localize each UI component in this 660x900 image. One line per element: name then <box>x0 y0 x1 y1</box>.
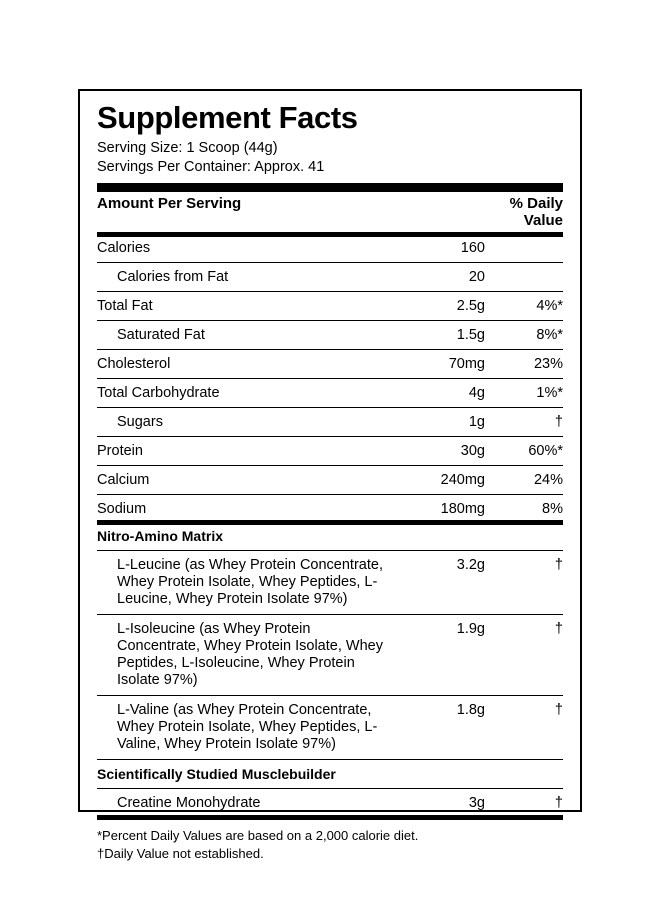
matrix-ingredient-amount: 1.9g <box>456 621 485 637</box>
page-title: Supplement Facts <box>97 100 358 135</box>
table-row <box>97 469 563 491</box>
table-row <box>97 237 563 259</box>
row-divider <box>97 288 563 295</box>
row-divider <box>97 346 563 353</box>
row-divider <box>97 375 563 382</box>
row-divider <box>97 259 563 266</box>
nutrient-amount: 160 <box>460 240 485 256</box>
daily-value-header <box>479 192 563 232</box>
nutrient-dv: 4%* <box>536 298 563 314</box>
servings-per-container-text: Servings Per Container: Approx. 41 <box>97 159 325 175</box>
nutrient-amount: 1.5g <box>456 327 485 343</box>
table-row <box>97 792 563 815</box>
nutrient-name: Total Carbohydrate <box>97 385 220 401</box>
nutrient-name: Calcium <box>97 472 150 488</box>
nutrient-amount: 240mg <box>440 472 485 488</box>
table-row <box>97 440 563 462</box>
nutrient-dv: 23% <box>533 356 563 372</box>
matrix-ingredient-dv: † <box>554 621 563 637</box>
table-row <box>97 554 563 611</box>
matrix-table <box>97 525 563 815</box>
matrix-ingredient-amount: 1.8g <box>456 702 485 718</box>
matrix-ingredient-dv: † <box>554 795 563 811</box>
nutrient-amount: 4g <box>468 385 485 401</box>
table-row <box>97 295 563 317</box>
row-divider <box>97 491 563 498</box>
nitro-amino-matrix-heading: Nitro-Amino Matrix <box>97 528 223 544</box>
musclebuilder-heading: Scientifically Studied Musclebuilder <box>97 766 336 782</box>
nutrient-amount: 70mg <box>448 356 485 372</box>
row-divider <box>97 317 563 324</box>
nutrient-amount: 20 <box>468 269 485 285</box>
nutrient-name: Sodium <box>97 501 147 517</box>
footnote-not-established: †Daily Value not established. <box>97 846 264 861</box>
musclebuilder-heading-row <box>97 763 563 785</box>
supplement-facts-panel <box>78 89 582 861</box>
table-row <box>97 382 563 404</box>
nutrient-dv: 8%* <box>536 327 563 343</box>
table-row <box>97 498 563 520</box>
nutrient-amount: 180mg <box>440 501 485 517</box>
matrix-ingredient-amount: 3.2g <box>456 557 485 573</box>
nutrient-name: Saturated Fat <box>117 327 205 343</box>
row-divider <box>97 785 563 792</box>
nutrient-dv: 60%* <box>528 443 563 459</box>
row-divider <box>97 462 563 469</box>
nutrient-name: Cholesterol <box>97 356 171 372</box>
nutrient-name: Sugars <box>117 414 163 430</box>
table-row <box>97 618 563 692</box>
serving-size-text: Serving Size: 1 Scoop (44g) <box>97 140 278 156</box>
nutrient-amount: 1g <box>468 414 485 430</box>
table-row <box>97 266 563 288</box>
nutrient-rows-table <box>97 237 563 520</box>
matrix-ingredient-name: L-Isoleucine (as Whey Protein Concentrate, Whey Protein Isolate, Whey Peptides, L-Isoleucine, Whey Protein Isolate 97%) <box>117 621 383 688</box>
nutrient-dv: 1%* <box>536 385 563 401</box>
nutrient-dv: † <box>554 414 563 430</box>
nutrition-table <box>97 192 563 232</box>
daily-value-header-line1: % Daily <box>509 195 563 212</box>
matrix-ingredient-amount: 3g <box>468 795 485 811</box>
footnotes <box>97 820 563 863</box>
nutrient-amount: 2.5g <box>456 298 485 314</box>
matrix-ingredient-dv: † <box>554 702 563 718</box>
amount-per-serving-header: Amount Per Serving <box>97 195 242 212</box>
row-divider <box>97 692 563 699</box>
table-row <box>97 324 563 346</box>
row-divider <box>97 433 563 440</box>
table-row <box>97 411 563 433</box>
row-divider <box>97 404 563 411</box>
nutrient-amount: 30g <box>460 443 485 459</box>
row-divider <box>97 756 563 763</box>
table-header-row <box>97 192 563 232</box>
matrix-ingredient-name: L-Valine (as Whey Protein Concentrate, Whey Protein Isolate, Whey Peptides, L-Valine, Whey Protein Isolate 97%) <box>117 702 378 752</box>
nutrient-dv <box>499 266 563 288</box>
matrix-ingredient-dv: † <box>554 557 563 573</box>
matrix-ingredient-name: L-Leucine (as Whey Protein Concentrate, Whey Protein Isolate, Whey Peptides, L-Leucine, Whey Protein Isolate 97%) <box>117 557 383 607</box>
nutrient-name: Calories from Fat <box>117 269 229 285</box>
nutrient-name: Calories <box>97 240 151 256</box>
table-row <box>97 353 563 375</box>
nutrient-name: Total Fat <box>97 298 153 314</box>
row-divider <box>97 611 563 618</box>
table-row <box>97 699 563 756</box>
nutrient-dv: 24% <box>533 472 563 488</box>
nutrient-name: Protein <box>97 443 143 459</box>
nutrient-dv: 8% <box>542 501 563 517</box>
nutrient-dv <box>499 237 563 259</box>
matrix-ingredient-name: Creatine Monohydrate <box>117 795 261 811</box>
daily-value-header-line2: Value <box>523 212 563 229</box>
row-divider <box>97 547 563 554</box>
matrix-heading-row <box>97 525 563 547</box>
footnote-daily-values: *Percent Daily Values are based on a 2,000 calorie diet. <box>97 828 419 843</box>
divider-thick-top <box>97 183 563 192</box>
